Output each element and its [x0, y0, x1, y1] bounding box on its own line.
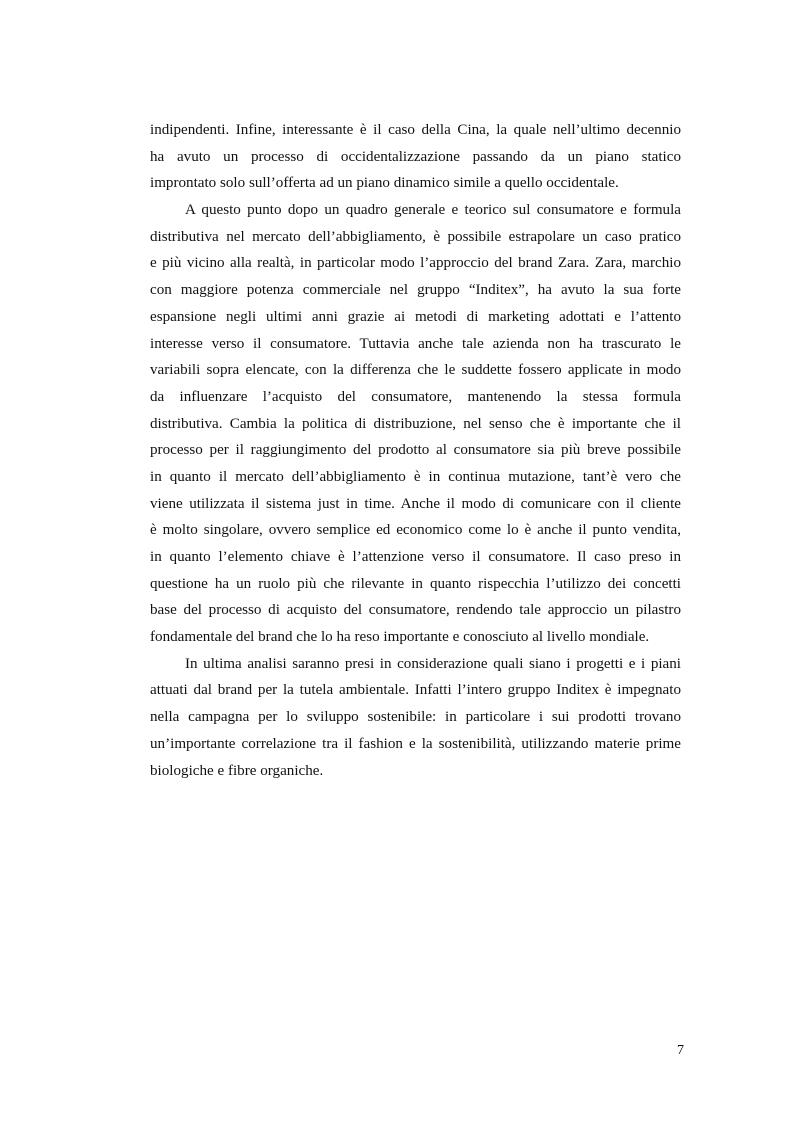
text-line: questione ha un ruolo più che rilevante in quanto rispecchia l’utilizzo dei concetti: [150, 575, 681, 592]
text-line: ha avuto un processo di occidentalizzazione passando da un piano statico: [150, 148, 681, 165]
text-line: interesse verso il consumatore. Tuttavia anche tale azienda non ha trascurato le: [150, 335, 681, 352]
body-text: [150, 117, 681, 784]
text-line: attuati dal brand per la tutela ambientale. Infatti l’intero gruppo Inditex è impegnato: [150, 682, 681, 699]
text-line: distributiva. Cambia la politica di distribuzione, nel senso che è importante che il: [150, 415, 681, 432]
text-line: A questo punto dopo un quadro generale e teorico sul consumatore e formula: [185, 202, 681, 219]
text-line: fondamentale del brand che lo ha reso importante e conosciuto al livello mondiale.: [150, 629, 650, 646]
text-line: espansione negli ultimi anni grazie ai metodi di marketing adottati e l’attento: [150, 308, 681, 325]
text-line: indipendenti. Infine, interessante è il caso della Cina, la quale nell’ultimo decennio: [150, 122, 681, 138]
text-line: da influenzare l’acquisto del consumatore, mantenendo la stessa formula: [150, 388, 681, 405]
text-line: e più vicino alla realtà, in particolar modo l’approccio del brand Zara. Zara, marchio: [150, 255, 681, 272]
text-line: in quanto l’elemento chiave è l’attenzione verso il consumatore. Il caso preso in: [150, 549, 681, 565]
text-line: base del processo di acquisto del consumatore, rendendo tale approccio un pilastro: [150, 602, 681, 619]
text-line: è molto singolare, ovvero semplice ed economico come lo è anche il punto vendita,: [150, 522, 681, 539]
text-line: con maggiore potenza commerciale nel gruppo “Inditex”, ha avuto la sua forte: [150, 282, 681, 299]
text-line: In ultima analisi saranno presi in considerazione quali siano i progetti e i piani: [185, 655, 681, 672]
text-line: variabili sopra elencate, con la differenza che le suddette fossero applicate in modo: [150, 362, 681, 379]
text-line: improntato solo sull’offerta ad un piano dinamico simile a quello occidentale.: [150, 175, 619, 192]
text-line: processo per il raggiungimento del prodotto al consumatore sia più breve possibile: [150, 442, 681, 459]
text-line: distributiva nel mercato dell’abbigliamento, è possibile estrapolare un caso pratico: [150, 228, 681, 245]
text-line: un’importante correlazione tra il fashion e la sostenibilità, utilizzando materie prime: [150, 735, 681, 752]
text-line: biologiche e fibre organiche.: [150, 762, 324, 779]
text-line: in quanto il mercato dell’abbigliamento è in continua mutazione, tant’è vero che: [150, 468, 681, 485]
text-line: nella campagna per lo sviluppo sostenibile: in particolare i sui prodotti trovano: [150, 709, 681, 726]
page-number: 7: [677, 1043, 684, 1058]
text-line: viene utilizzata il sistema just in time. Anche il modo di comunicare con il cliente: [150, 495, 681, 512]
